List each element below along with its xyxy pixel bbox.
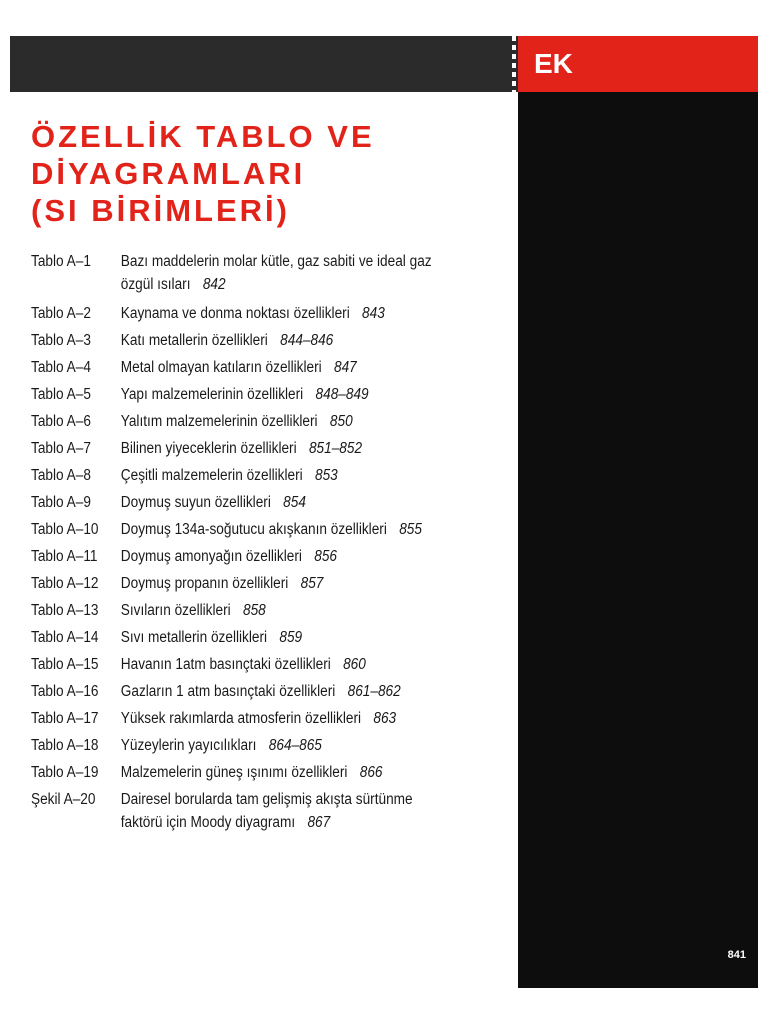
toc-entry-page: 844–846 [280,332,334,349]
toc-entry-label: Tablo A–2 [31,305,91,322]
toc-entry [31,678,445,705]
toc-entry-description: Doymuş 134a-soğutucu akışkanın özellikleri [120,521,387,538]
toc-entry-label: Tablo A–17 [31,710,99,727]
toc-entry-description: Yüksek rakımlarda atmosferin özellikleri [120,710,362,727]
toc-entry-text [121,570,445,595]
toc-entry-text [121,786,445,834]
toc-entry-label: Tablo A–14 [31,629,99,646]
toc-entry-text [121,705,445,730]
toc-entry-description: Sıvıların özellikleri [120,602,231,619]
toc-entry [31,597,445,624]
toc-entry-label: Tablo A–4 [31,359,91,376]
side-panel [518,92,758,988]
toc-entry-page: 854 [283,494,306,511]
table-of-contents [31,248,445,838]
toc-entry-text [121,300,445,325]
toc-entry-description: Yalıtım malzemelerinin özellikleri [120,413,318,430]
toc-entry [31,462,445,489]
toc-entry [31,516,445,543]
toc-entry-page: 860 [343,656,366,673]
toc-entry [31,248,445,296]
toc-entry-label: Tablo A–11 [31,548,98,565]
header-dashed-divider [512,36,516,92]
toc-entry-text [121,462,445,487]
appendix-tab [518,36,758,92]
toc-entry-description: Yüzeylerin yayıcılıkları [120,737,257,754]
toc-entry-label: Tablo A–19 [31,764,99,781]
toc-entry [31,759,445,786]
toc-entry [31,732,445,759]
toc-entry-label: Tablo A–3 [31,332,91,349]
toc-entry-label: Tablo A–8 [31,467,91,484]
toc-entry-text [121,489,445,514]
toc-entry-description: Dairesel borularda tam gelişmiş akışta sürtünme faktörü için Moody diyagramı [120,791,413,831]
toc-entry-text [121,624,445,649]
toc-entry-description: Bilinen yiyeceklerin özellikleri [120,440,297,457]
toc-entry-label: Tablo A–15 [31,656,99,673]
toc-entry [31,408,445,435]
toc-entry [31,435,445,462]
toc-entry-text [121,248,445,296]
toc-entry-description: Havanın 1atm basınçtaki özellikleri [120,656,331,673]
toc-entry-page: 855 [399,521,422,538]
toc-entry-page: 848–849 [315,386,369,403]
toc-entry-page: 850 [329,413,353,430]
toc-entry-page: 857 [300,575,324,592]
toc-entry-page: 867 [307,814,331,831]
toc-entry [31,570,445,597]
toc-entry-text [121,381,445,406]
toc-entry-label: Tablo A–12 [31,575,99,592]
toc-entry-description: Gazların 1 atm basınçtaki özellikleri [120,683,336,700]
page-title-line-2: DİYAGRAMLARI [31,156,306,191]
toc-entry-text [121,732,445,757]
toc-entry-page: 843 [362,305,385,322]
toc-entry-page: 856 [314,548,338,565]
toc-entry-text [121,759,445,784]
toc-entry-description: Sıvı metallerin özellikleri [120,629,268,646]
toc-entry-label: Tablo A–7 [31,440,91,457]
toc-entry [31,651,445,678]
toc-entry [31,381,445,408]
toc-entry [31,624,445,651]
toc-entry-description: Katı metallerin özellikleri [120,332,268,349]
toc-entry-page: 864–865 [268,737,322,754]
toc-entry-text [121,678,445,703]
toc-entry-description: Kaynama ve donma noktası özellikleri [120,305,350,322]
toc-entry-text [121,543,445,568]
toc-entry-text [121,597,445,622]
toc-entry-text [121,354,445,379]
toc-entry-page: 861–862 [347,683,401,700]
toc-entry-description: Doymuş amonyağın özellikleri [120,548,302,565]
toc-entry-description: Doymuş propanın özellikleri [120,575,289,592]
toc-entry [31,354,445,381]
header-band [10,36,518,92]
toc-entry-description: Metal olmayan katıların özellikleri [120,359,322,376]
toc-entry-label: Tablo A–18 [31,737,99,754]
toc-entry-text [121,651,445,676]
toc-entry-label: Tablo A–16 [31,683,99,700]
toc-entry [31,327,445,354]
page-title-line-1: ÖZELLİK TABLO VE [31,119,375,154]
page-title [31,118,501,229]
toc-entry [31,786,445,834]
toc-entry-description: Bazı maddelerin molar kütle, gaz sabiti ve ideal gaz özgül ısıları [120,253,432,293]
toc-entry-page: 847 [333,359,357,376]
toc-entry-label: Şekil A–20 [31,791,96,808]
toc-entry-description: Malzemelerin güneş ışınımı özellikleri [120,764,348,781]
toc-entry-label: Tablo A–13 [31,602,99,619]
toc-entry-text [121,435,445,460]
appendix-tab-label: EK [534,48,573,79]
toc-entry-label: Tablo A–9 [31,494,91,511]
toc-entry [31,489,445,516]
toc-entry-page: 853 [315,467,338,484]
toc-entry-label: Tablo A–10 [31,521,99,538]
toc-entry-description: Doymuş suyun özellikleri [120,494,271,511]
toc-entry-label: Tablo A–5 [31,386,91,403]
toc-entry-text [121,327,445,352]
toc-entry-label: Tablo A–1 [31,253,91,270]
page-title-line-3: (SI BİRİMLERİ) [31,193,290,228]
toc-entry-description: Yapı malzemelerinin özellikleri [120,386,304,403]
toc-entry [31,543,445,570]
toc-entry-description: Çeşitli malzemelerin özellikleri [120,467,303,484]
toc-entry-page: 866 [359,764,383,781]
page-number: 841 [727,949,746,961]
toc-entry-page: 863 [373,710,397,727]
toc-entry [31,300,445,327]
toc-entry-page: 859 [279,629,303,646]
toc-entry-text [121,516,445,541]
toc-entry-page: 851–852 [308,440,363,457]
toc-entry [31,705,445,732]
toc-entry-text [121,408,445,433]
toc-entry-page: 858 [242,602,266,619]
toc-entry-label: Tablo A–6 [31,413,91,430]
toc-entry-page: 842 [202,276,226,293]
